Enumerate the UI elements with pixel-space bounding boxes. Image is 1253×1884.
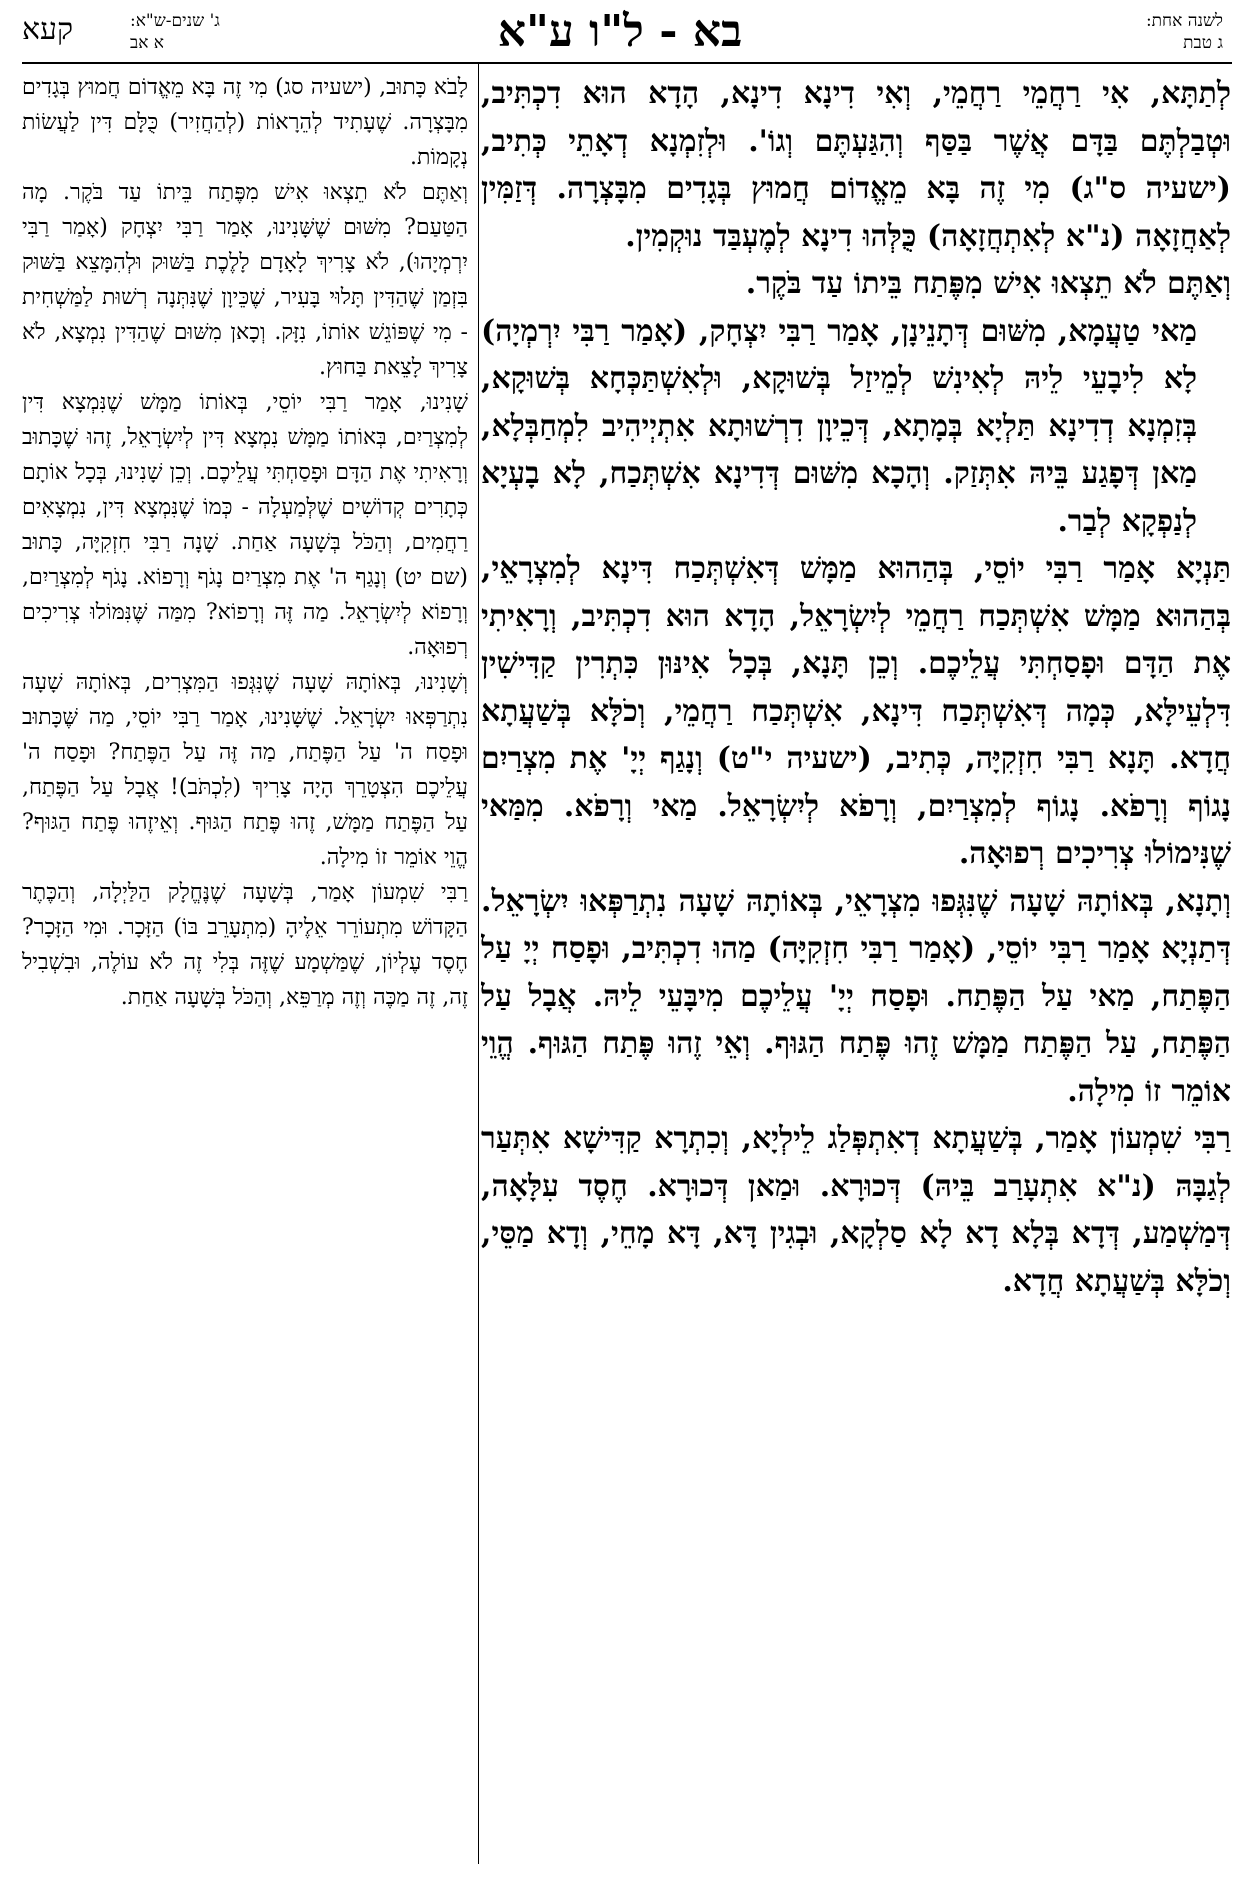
page-title: בא - ל"ו ע"א xyxy=(497,6,743,57)
main-paragraph: רַבִּי שִׁמְעוֹן אָמַר, בְּשַׁעֲתָא דְאִתְפְּלַג לֵילְיָא, וְכִתְרָא קַדִּישָׁא אִתְּעַר לְגַבָּהּ (נ"א אִתְעָרַב בֵּיהּ) דְּכוּרָא. וּמַאן דְּכוּרָא. חֶסֶד עִלָּאָה, דְּמַשְׁמַע, דְּדָא בְּלָא דָא לָא סַלְקָא, וּבְגִין דָּא, דָּא מָחֵי, וְדָא מַסֵּי, וְכֹלָּא בְּשַׁעֲתָא חֲדָא. xyxy=(481,1121,1231,1299)
header-right xyxy=(963,10,1223,54)
translation-paragraph: רַבִּי שִׁמְעוֹן אָמַר, בְּשָׁעָה שֶׁנֶּחֱלָק הַלַּיְלָה, וְהַכֶּתֶר הַקָּדוֹשׁ מִתְעוֹרֵר אֵלֶיהָ (מִתְעָרֵב בּוֹ) הַזָּכָר. וּמִי הַזָּכָר? חֶסֶד עֶלְיוֹן, שֶׁמַּשְׁמָע שֶׁזֶּה בְּלִי זֶה לֹא עוֹלֶה, וּבִשְׁבִיל זֶה, זֶה מַכֶּה וְזֶה מְרַפֵּא, וְהַכֹּל בְּשָׁעָה אַחַת. xyxy=(22,880,468,1010)
folio-number: קעא xyxy=(22,12,74,47)
column-divider xyxy=(478,64,479,1864)
header-date-one-year: ג טבת xyxy=(1183,33,1223,53)
main-paragraph-heading: וְאַתֶּם לֹא תֵצְאוּ אִישׁ מִפֶּתַח בֵּיתוֹ עַד בֹּקֶר. xyxy=(745,266,1231,301)
translation-paragraph: וְאַתֶּם לֹא תֵצְאוּ אִישׁ מִפֶּתַח בֵּיתוֹ עַד בֹּקֶר. מָה הַטַּעַם? מִשּׁוּם שֶׁשָּׁנִינוּ, אָמַר רַבִּי יִצְחָק (אָמַר רַבִּי יִרְמְיָהוּ), לֹא צָרִיךְ לָאָדָם לָלֶכֶת בַּשּׁוּק וּלְהִמָּצֵא בַּשּׁוּק בִּזְמַן שֶׁהַדִּין תָּלוּי בָּעִיר, שֶׁכֵּיוָן שֶׁנִּתְּנָה רְשׁוּת לַמַּשְׁחִית - מִי שֶׁפּוֹגֵשׁ אוֹתוֹ, נִזָּק. וְכָאן מִשּׁוּם שֶׁהַדִּין נִמְצָא, לֹא צָרִיךְ לָצֵאת בַּחוּץ. xyxy=(22,180,468,380)
header-date-three-years: א אב xyxy=(130,33,164,53)
header-divider xyxy=(22,62,1232,64)
main-text-column xyxy=(481,70,1231,1870)
main-paragraph: תַּנְיָא אָמַר רַבִּי יוֹסֵי, בְּהַהוּא מַמָּשׁ דְּאִשְׁתְּכַח דִּינָא לְמִצְרָאֵי, בְּהַהוּא מַמָּשׁ אִשְׁתְּכַח רַחֲמֵי לְיִשְׂרָאֵל, הָדָא הוּא דִכְתִּיב, וְרָאִיתִי אֶת הַדָּם וּפָסַחְתִּי עֲלֵיכֶם. וְכֵן תָּנָא, בְּכָל אִינּוּן כִּתְרִין קַדִּישִׁין דִּלְעֵילָּא, כְּמָה דְּאִשְׁתְּכַח דִּינָא, אִשְׁתְּכַח רַחֲמֵי, וְכֹלָּא בְּשַׁעֲתָא חֲדָא. תָּנָא רַבִּי חִזְקִיָּה, כְּתִיב, (ישעיה י"ט) וְנָגַף יְיָ' אֶת מִצְרַיִם נָגוֹף וְרָפֹא. נָגוֹף לְמִצְרַיִם, וְרָפֹא לְיִשְׂרָאֵל. מַאי וְרָפֹא. מִמַּאי שֶׁנִּימוֹלוּ צְרִיכִים רְפוּאָה. xyxy=(481,551,1231,871)
main-paragraph: מַאי טַעֲמָא, מִשּׁוּם דְּתָנֵינָן, אָמַר רַבִּי יִצְחָק, (אָמַר רַבִּי יִרְמְיָה) לָא לִיבָעֵי לֵיהּ לְאִינִשׁ לְמֵיזַל בְּשׁוּקָא, וּלְאִשְׁתַּכְּחָא בְּשׁוּקָא, בְּזִמְנָא דְדִינָא תַּלְיָא בְּמָתָא, דְּכֵיוָן דִרְשׁוּתָא אִתְיְיהִיב לִמְחַבְּלָא, מַאן דְּפָגַע בֵּיהּ אִתְּזַק. וְהָכָא מִשּׁוּם דְּדִינָא אִשְׁתְּכַח, לָא בָעְיָא לְנַפְקָא לְבַר. xyxy=(481,313,1197,539)
header-left xyxy=(130,10,470,54)
main-paragraph: וְתָנָא, בְּאוֹתָהּ שָׁעָה שֶׁנִּגְּפוּ מִצְרָאֵי, בְּאוֹתָהּ שָׁעָה נִתְרַפְּאוּ יִשְׂרָאֵל. דְּתַנְיָא אָמַר רַבִּי יוֹסֵי, (אָמַר רַבִּי חִזְקִיָּה) מַהוּ דִכְתִּיב, וּפָסַח יְיָ עַל הַפֶּתַח, מַאי עַל הַפֶּתַח. וּפָסַח יְיָ' עֲלֵיכֶם מִיבָּעֵי לֵיהּ. אֲבָל עַל הַפֶּתַח, עַל הַפֶּתַח מַמָּשׁ זֶהוּ פֶּתַח הַגּוּף. וְאֵי זֶהוּ פֶּתַח הַגּוּף. הֱוֵי אוֹמֵר זוֹ מִילָה. xyxy=(481,883,1231,1109)
header-reading-plan-three-years: ג' שנים-ש"א: xyxy=(130,11,220,31)
translation-column xyxy=(22,70,468,1870)
header-reading-plan-one-year: לשנה אחת: xyxy=(1145,11,1223,31)
translation-paragraph: שָׁנִינוּ, אָמַר רַבִּי יוֹסֵי, בְּאוֹתוֹ מַמָּשׁ שֶׁנִּמְצָא דִּין לְמִצְרַיִם, בְּאוֹתוֹ מַמָּשׁ נִמְצָא דִּין לְיִשְׂרָאֵל, זֶהוּ שֶׁכָּתוּב וְרָאִיתִי אֶת הַדָּם וּפָסַחְתִּי עֲלֵיכֶם. וְכֵן שָׁנִינוּ, בְּכָל אוֹתָם כְּתָרִים קְדוֹשִׁים שֶׁלְּמַעְלָה - כְּמוֹ שֶׁנִּמְצָא דִּין, נִמְצָאִים רַחֲמִים, וְהַכֹּל בְּשָׁעָה אַחַת. שָׁנָה רַבִּי חִזְקִיָּה, כָּתוּב (שם יט) וְנָגַף ה' אֶת מִצְרַיִם נָגֹף וְרָפוֹא. נָגֹף לְמִצְרַיִם, וְרָפוֹא לְיִשְׂרָאֵל. מַה זֶּה וְרָפוֹא? מִמַּה שֶּׁנִּמּוֹלוּ צְרִיכִים רְפוּאָה. xyxy=(22,390,468,660)
translation-paragraph: לָבֹא כָּתוּב, (ישעיה סג) מִי זֶה בָּא מֵאֱדוֹם חֲמוּץ בְּגָדִים מִבָּצְרָה. שֶׁעָתִיד לְהֵרָאוֹת (לְהַחֲזִיר) כֻּלָּם דִּין לַעֲשׂוֹת נְקָמוֹת. xyxy=(22,75,468,170)
translation-paragraph: וְשָׁנִינוּ, בְּאוֹתָהּ שָׁעָה שֶׁנִּגְּפוּ הַמִּצְרִים, בְּאוֹתָהּ שָׁעָה נִתְרַפְּאוּ יִשְׂרָאֵל. שֶׁשָּׁנִינוּ, אָמַר רַבִּי יוֹסֵי, מַה שֶּׁכָּתוּב וּפָסַח ה' עַל הַפֶּתַח, מַה זֶּה עַל הַפֶּתַח? וּפָסַח ה' עֲלֵיכֶם הִצְטָרֵךְ הָיָה צָרִיךְ (לִכְתֹּב)! אֲבָל עַל הַפֶּתַח, עַל הַפֶּתַח מַמָּשׁ, זֶהוּ פֶּתַח הַגּוּף. וְאֵיזֶהוּ פֶּתַח הַגּוּף? הֱוֵי אוֹמֵר זוֹ מִילָה. xyxy=(22,670,468,870)
main-paragraph: לְתַתָּא, אִי רַחֲמֵי רַחֲמֵי, וְאִי דִינָא דִינָא, הָדָא הוּא דִכְתִּיב, וּטְבַלְתֶּם בַּדָּם אֲשֶׁר בַּסַּף וְהִגַּעְתֶּם וְגוֹ'. וּלְזִמְנָא דְאָתֵי כְּתִיב, (ישעיה ס"ג) מִי זֶה בָּא מֵאֱדוֹם חֲמוּץ בְּגָדִים מִבָּצְרָה. דְּזַמִּין לְאַחֲזָאָה (נ"א לְאִתְחֲזָאָה) כֻּלְּהוּ דִינָא לְמֶעְבַּד נוּקְמִין. xyxy=(481,76,1231,254)
